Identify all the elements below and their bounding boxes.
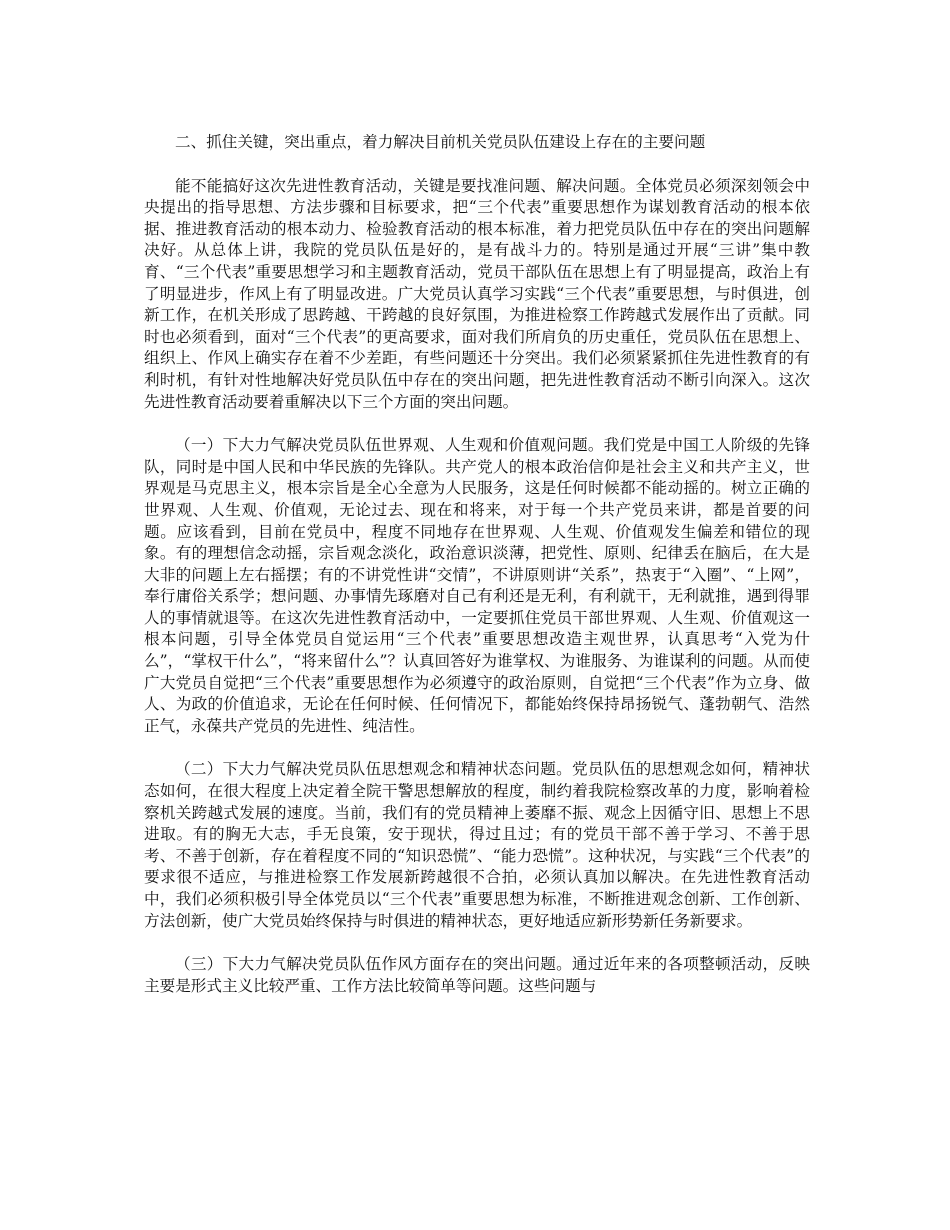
paragraph-intro: 能不能搞好这次先进性教育活动，关键是要找准问题、解决问题。全体党员必须深刻领会中央提出的指导思想、方法步骤和目标要求，把“三个代表”重要思想作为谋划教育活动的根本依据、推进教育活动的根本动力、检验教育活动的根本标准，着力把党员队伍中存在的突出问题解决好。从总体上讲，我院的党员队伍是好的，是有战斗力的。特别是通过开展“三讲”集中教育、“三个代表”重要思想学习和主题教育活动，党员干部队伍在思想上有了明显提高，政治上有了明显进步，作风上有了明显改进。广大党员认真学习实践“三个代表”重要思想，与时俱进，创新工作，在机关形成了思跨越、干跨越的良好氛围，为推进检察工作跨越式发展作出了贡献。同时也必须看到，面对“三个代表”的更高要求，面对我们所肩负的历史重任，党员队伍在思想上、组织上、作风上确实存在着不少差距，有些问题还十分突出。我们必须紧紧抓住先进性教育的有利时机，有针对性地解决好党员队伍中存在的突出问题，把先进性教育活动不断引向深入。这次先进性教育活动要着重解决以下三个方面的突出问题。 [144,176,810,411]
paragraph-mindset: （二）下大力气解决党员队伍思想观念和精神状态问题。党员队伍的思想观念如何，精神状态如何，在很大程度上决定着全院干警思想解放的程度，制约着我院检察改革的力度，影响着检察机关跨越式发展的速度。当前，我们有的党员精神上萎靡不振、观念上因循守旧、思想上不思进取。有的胸无大志，手无良策，安于现状，得过且过；有的党员干部不善于学习、不善于思考、不善于创新，存在着程度不同的“知识恐慌”、“能力恐慌”。这种状况，与实践“三个代表”的要求很不适应，与推进检察工作发展新跨越很不合拍，必须认真加以解决。在先进性教育活动中，我们必须积极引导全体党员以“三个代表”重要思想为标准，不断推进观念创新、工作创新、方法创新，使广大党员始终保持与时俱进的精神状态，更好地适应新形势新任务新要求。 [144,760,810,930]
section-heading: 二、抓住关键，突出重点，着力解决目前机关党员队伍建设上存在的主要问题 [175,133,706,151]
paragraph-work-style: （三）下大力气解决党员队伍作风方面存在的突出问题。通过近年来的各项整顿活动，反映主要是形式主义比较严重、工作方法比较简单等问题。这些问题与 [144,955,810,995]
paragraph-worldview: （一）下大力气解决党员队伍世界观、人生观和价值观问题。我们党是中国工人阶级的先锋队，同时是中国人民和中华民族的先锋队。共产党人的根本政治信仰是社会主义和共产主义，世界观是马克思主义，根本宗旨是全心全意为人民服务，这是任何时候都不能动摇的。树立正确的世界观、人生观、价值观，无论过去、现在和将来，对于每一个共产党员来讲，都是首要的问题。应该看到，目前在党员中，程度不同地存在世界观、人生观、价值观发生偏差和错位的现象。有的理想信念动摇，宗旨观念淡化，政治意识淡薄，把党性、原则、纪律丢在脑后，在大是大非的问题上左右摇摆；有的不讲党性讲“交情”，不讲原则讲“关系”，热衷于“入圈”、“上网”，奉行庸俗关系学；想问题、办事情先琢磨对自己有利还是无利，有利就干，无利就推，遇到得罪人的事情就退等。在这次先进性教育活动中，一定要抓住党员干部世界观、人生观、价值观这一根本问题，引导全体党员自觉运用“三个代表”重要思想改造主观世界，认真思考“入党为什么”，“掌权干什么”，“将来留什么”？认真回答好为谁掌权、为谁服务、为谁谋利的问题。从而使广大党员自觉把“三个代表”重要思想作为必须遵守的政治原则，自觉把“三个代表”作为立身、做人、为政的价值追求，无论在任何时候、任何情况下，都能始终保持昂扬锐气、蓬勃朝气、浩然正气，永葆共产党员的先进性、纯洁性。 [144,436,810,735]
document-page [144,132,810,1019]
